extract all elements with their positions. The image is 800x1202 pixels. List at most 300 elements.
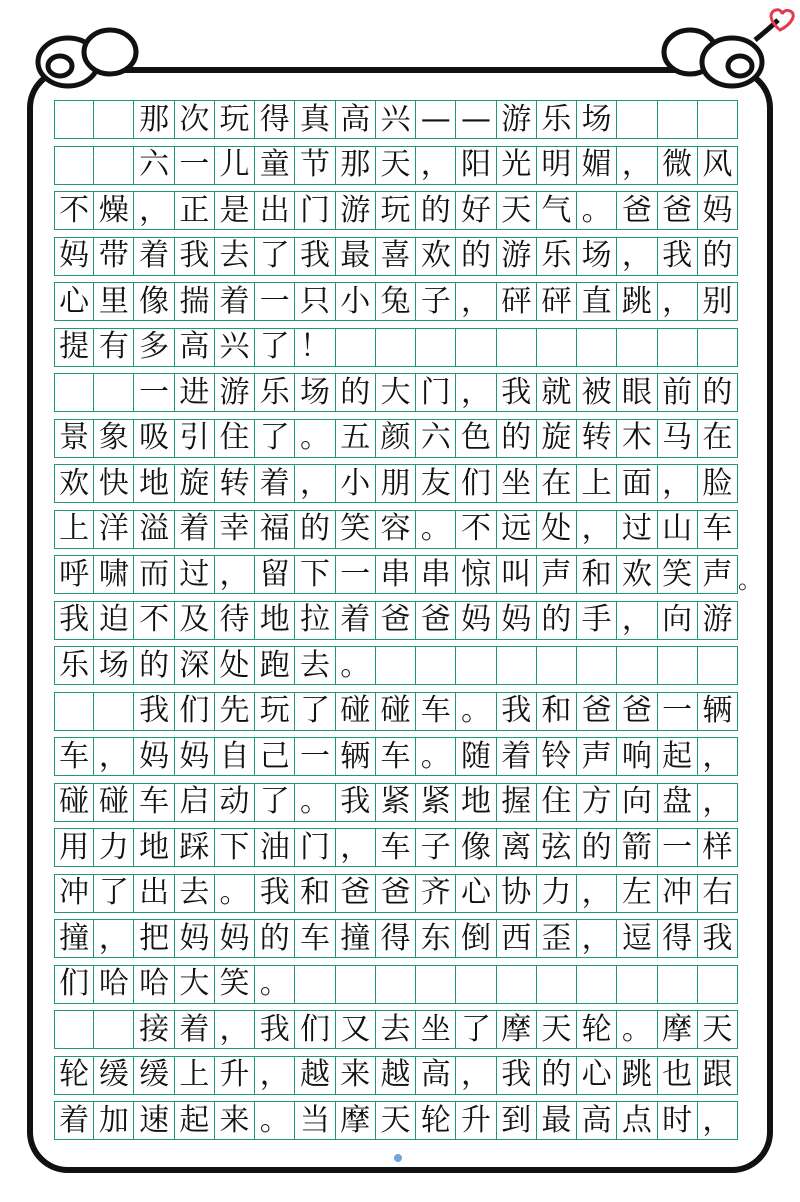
grid-cell: 多 <box>134 329 174 366</box>
grid-cell: 门 <box>295 829 335 866</box>
grid-cell: 兔 <box>376 283 416 320</box>
grid-cell: 得 <box>658 920 698 957</box>
grid-cell: 爸 <box>376 602 416 639</box>
grid-cell: 我 <box>497 374 537 411</box>
grid-cell: 下 <box>295 556 335 593</box>
grid-cell: 逗 <box>617 920 657 957</box>
grid-cell: 了 <box>255 784 295 821</box>
grid-cell: 来 <box>336 1057 376 1094</box>
grid-cell: 心 <box>456 875 496 912</box>
grid-cell: 妈 <box>134 738 174 775</box>
grid-cell: 爸 <box>336 875 376 912</box>
grid-cell: ， <box>658 283 698 320</box>
grid-cell: 坐 <box>416 1011 456 1048</box>
grid-cell <box>577 647 617 684</box>
grid-cell: 齐 <box>416 875 456 912</box>
grid-cell: 天 <box>497 192 537 229</box>
grid-cell: 大 <box>376 374 416 411</box>
grid-cell: ， <box>617 238 657 275</box>
grid-cell: 们 <box>54 966 94 1003</box>
grid-cell: ， <box>698 738 738 775</box>
grid-cell: 直 <box>577 283 617 320</box>
grid-cell: 场 <box>577 238 617 275</box>
grid-cell: 下 <box>215 829 255 866</box>
grid-cell: 串 <box>376 556 416 593</box>
grid-cell: 颜 <box>376 420 416 457</box>
grid-cell: 着 <box>497 738 537 775</box>
grid-cell <box>336 329 376 366</box>
grid-cell: 笑 <box>658 556 698 593</box>
grid-cell <box>617 329 657 366</box>
grid-cell: 住 <box>537 784 577 821</box>
grid-cell: 欢 <box>617 556 657 593</box>
grid-cell: 啸 <box>94 556 134 593</box>
grid-cell: 里 <box>94 283 134 320</box>
grid-cell: 及 <box>175 602 215 639</box>
grid-cell: 地 <box>456 784 496 821</box>
grid-cell: 轮 <box>416 1102 456 1139</box>
grid-cell <box>416 647 456 684</box>
grid-cell: 向 <box>617 784 657 821</box>
grid-cell <box>617 101 657 138</box>
grid-cell: 我 <box>134 693 174 730</box>
grid-cell: 上 <box>54 511 94 548</box>
grid-cell: 不 <box>54 192 94 229</box>
grid-cell <box>698 101 738 138</box>
grid-cell: 福 <box>255 511 295 548</box>
grid-cell: 远 <box>497 511 537 548</box>
grid-cell: ， <box>456 283 496 320</box>
grid-cell <box>577 966 617 1003</box>
grid-cell <box>416 329 456 366</box>
grid-cell: 跳 <box>617 283 657 320</box>
grid-cell <box>376 647 416 684</box>
grid-row <box>54 373 738 412</box>
grid-cell: 把 <box>134 920 174 957</box>
grid-cell: ， <box>134 192 174 229</box>
grid-cell: 车 <box>295 920 335 957</box>
grid-cell: 景 <box>54 420 94 457</box>
grid-cell: 的 <box>698 374 738 411</box>
grid-row <box>54 1010 738 1049</box>
grid-cell: 的 <box>698 238 738 275</box>
grid-cell: ， <box>617 147 657 184</box>
grid-cell: ！ <box>295 329 335 366</box>
left-curl-decoration <box>38 30 136 86</box>
grid-cell: 当 <box>295 1102 335 1139</box>
grid-cell: 离 <box>497 829 537 866</box>
grid-cell <box>94 693 134 730</box>
grid-cell: 着 <box>175 511 215 548</box>
grid-cell: 车 <box>376 738 416 775</box>
grid-cell: 进 <box>175 374 215 411</box>
grid-cell: 。 <box>577 192 617 229</box>
grid-cell <box>94 1011 134 1048</box>
grid-cell: 去 <box>175 875 215 912</box>
grid-cell: 心 <box>54 283 94 320</box>
grid-cell: 了 <box>94 875 134 912</box>
grid-row <box>54 783 738 822</box>
grid-cell: 那 <box>336 147 376 184</box>
grid-cell: 我 <box>658 238 698 275</box>
grid-cell: 六 <box>416 420 456 457</box>
grid-cell: 深 <box>175 647 215 684</box>
grid-cell: 。 <box>416 738 456 775</box>
grid-cell: 一 <box>255 283 295 320</box>
grid-cell: 我 <box>497 1057 537 1094</box>
grid-cell: 游 <box>497 101 537 138</box>
grid-cell: 旋 <box>537 420 577 457</box>
grid-cell <box>54 374 94 411</box>
grid-cell: 摩 <box>336 1102 376 1139</box>
grid-cell: 那 <box>134 101 174 138</box>
grid-cell: 旋 <box>175 465 215 502</box>
grid-cell: 去 <box>295 647 335 684</box>
grid-cell: 乐 <box>537 101 577 138</box>
grid-cell: 车 <box>376 829 416 866</box>
grid-cell: ， <box>698 1102 738 1139</box>
grid-cell: 欢 <box>54 465 94 502</box>
grid-cell: 乐 <box>255 374 295 411</box>
grid-row <box>54 282 738 321</box>
grid-cell: 最 <box>336 238 376 275</box>
grid-cell: 。 <box>336 647 376 684</box>
grid-cell: 样 <box>698 829 738 866</box>
grid-cell: 一 <box>658 829 698 866</box>
grid-cell <box>54 1011 94 1048</box>
grid-cell: 跑 <box>255 647 295 684</box>
grid-cell: 先 <box>215 693 255 730</box>
grid-cell: 喜 <box>376 238 416 275</box>
grid-cell: 一 <box>175 147 215 184</box>
grid-cell <box>658 329 698 366</box>
grid-cell: 紧 <box>376 784 416 821</box>
grid-cell: 一 <box>336 556 376 593</box>
grid-cell <box>54 693 94 730</box>
grid-cell: 的 <box>537 602 577 639</box>
grid-cell: 天 <box>376 1102 416 1139</box>
grid-cell: 引 <box>175 420 215 457</box>
grid-cell: 的 <box>134 647 174 684</box>
grid-cell: 油 <box>255 829 295 866</box>
grid-cell: 高 <box>336 101 376 138</box>
grid-cell: 去 <box>215 238 255 275</box>
grid-cell: 面 <box>617 465 657 502</box>
grid-cell: 我 <box>175 238 215 275</box>
grid-cell: 过 <box>617 511 657 548</box>
grid-cell: 山 <box>658 511 698 548</box>
grid-cell: 越 <box>376 1057 416 1094</box>
grid-cell: 提 <box>54 329 94 366</box>
grid-cell: 的 <box>537 1057 577 1094</box>
grid-cell: 高 <box>416 1057 456 1094</box>
grid-cell: 门 <box>295 192 335 229</box>
grid-cell: 过 <box>175 556 215 593</box>
grid-cell: ， <box>577 511 617 548</box>
grid-cell: 方 <box>577 784 617 821</box>
grid-cell: 阳 <box>456 147 496 184</box>
grid-row <box>54 419 738 458</box>
grid-cell: 着 <box>255 465 295 502</box>
grid-cell: 们 <box>295 1011 335 1048</box>
grid-cell: 东 <box>416 920 456 957</box>
grid-row <box>54 1101 738 1140</box>
grid-row <box>54 555 762 594</box>
grid-cell: 六 <box>134 147 174 184</box>
grid-cell: 碰 <box>336 693 376 730</box>
grid-cell: 跟 <box>698 1057 738 1094</box>
grid-cell: 场 <box>94 647 134 684</box>
grid-cell: 像 <box>134 283 174 320</box>
grid-cell: 。 <box>295 420 335 457</box>
grid-cell: 别 <box>698 283 738 320</box>
grid-cell: ， <box>617 602 657 639</box>
grid-cell: 好 <box>456 192 496 229</box>
composition-grid <box>54 100 762 1146</box>
grid-cell: 铃 <box>537 738 577 775</box>
grid-row <box>54 146 738 185</box>
grid-cell: 燥 <box>94 192 134 229</box>
grid-cell: ， <box>698 784 738 821</box>
grid-cell: 我 <box>295 238 335 275</box>
grid-cell: 时 <box>658 1102 698 1139</box>
grid-cell: 车 <box>698 511 738 548</box>
grid-cell: 着 <box>336 602 376 639</box>
grid-cell <box>94 147 134 184</box>
grid-cell: 门 <box>416 374 456 411</box>
grid-row <box>54 510 738 549</box>
grid-cell: ， <box>416 147 456 184</box>
grid-cell: 手 <box>577 602 617 639</box>
grid-cell: 妈 <box>54 238 94 275</box>
grid-cell: 一 <box>295 738 335 775</box>
grid-cell: 前 <box>658 374 698 411</box>
grid-cell: ， <box>658 465 698 502</box>
grid-cell: 的 <box>255 920 295 957</box>
grid-cell: 串 <box>416 556 456 593</box>
grid-cell: 的 <box>577 829 617 866</box>
grid-cell: 叫 <box>497 556 537 593</box>
grid-cell: 迫 <box>94 602 134 639</box>
grid-cell: 碰 <box>94 784 134 821</box>
grid-cell <box>94 374 134 411</box>
grid-cell: ， <box>215 1011 255 1048</box>
grid-cell: 天 <box>537 1011 577 1048</box>
grid-cell: 握 <box>497 784 537 821</box>
grid-cell: 也 <box>658 1057 698 1094</box>
grid-cell: 接 <box>134 1011 174 1048</box>
grid-cell: 不 <box>134 602 174 639</box>
grid-cell: 跳 <box>617 1057 657 1094</box>
grid-row <box>54 601 738 640</box>
grid-cell: 我 <box>255 875 295 912</box>
grid-cell: 地 <box>255 602 295 639</box>
grid-cell: 轮 <box>54 1057 94 1094</box>
grid-cell: 我 <box>336 784 376 821</box>
grid-cell: 正 <box>175 192 215 229</box>
grid-cell: 笑 <box>336 511 376 548</box>
grid-cell: 自 <box>215 738 255 775</box>
grid-cell: 媚 <box>577 147 617 184</box>
grid-cell: ， <box>577 920 617 957</box>
grid-cell <box>295 966 335 1003</box>
grid-cell: 快 <box>94 465 134 502</box>
grid-cell: 惊 <box>456 556 496 593</box>
grid-cell: 的 <box>416 192 456 229</box>
grid-cell: 到 <box>497 1102 537 1139</box>
grid-cell: ， <box>456 1057 496 1094</box>
grid-cell: 游 <box>336 192 376 229</box>
grid-cell: 哈 <box>134 966 174 1003</box>
grid-cell: 节 <box>295 147 335 184</box>
grid-cell: — <box>416 101 456 138</box>
grid-cell: 。 <box>617 1011 657 1048</box>
grid-cell: 一 <box>134 374 174 411</box>
grid-cell <box>658 966 698 1003</box>
grid-cell: 眼 <box>617 374 657 411</box>
grid-cell: 一 <box>658 693 698 730</box>
grid-cell: 马 <box>658 420 698 457</box>
grid-cell <box>698 966 738 1003</box>
grid-cell: 出 <box>255 192 295 229</box>
heart-icon <box>771 10 793 30</box>
grid-cell: 妈 <box>215 920 255 957</box>
grid-cell <box>456 966 496 1003</box>
grid-cell: 着 <box>54 1102 94 1139</box>
grid-cell: 协 <box>497 875 537 912</box>
grid-cell: 西 <box>497 920 537 957</box>
grid-cell <box>698 329 738 366</box>
grid-cell <box>537 966 577 1003</box>
grid-cell <box>698 647 738 684</box>
grid-cell: 我 <box>698 920 738 957</box>
grid-cell: 左 <box>617 875 657 912</box>
grid-cell: 风 <box>698 147 738 184</box>
grid-row <box>54 874 738 913</box>
grid-cell <box>54 147 94 184</box>
grid-cell: ， <box>577 875 617 912</box>
grid-cell: 溢 <box>134 511 174 548</box>
grid-cell: 踩 <box>175 829 215 866</box>
grid-cell: 待 <box>215 602 255 639</box>
grid-cell: 有 <box>94 329 134 366</box>
grid-cell <box>497 329 537 366</box>
grid-cell: 妈 <box>698 192 738 229</box>
grid-cell: 笑 <box>215 966 255 1003</box>
grid-cell: 而 <box>134 556 174 593</box>
grid-cell: ， <box>94 920 134 957</box>
grid-cell: 。 <box>295 784 335 821</box>
grid-row <box>54 965 738 1004</box>
grid-cell: 上 <box>175 1057 215 1094</box>
grid-cell: 动 <box>215 784 255 821</box>
grid-cell: 象 <box>94 420 134 457</box>
grid-cell: 容 <box>376 511 416 548</box>
grid-cell: 在 <box>537 465 577 502</box>
grid-cell: 去 <box>376 1011 416 1048</box>
grid-cell: 得 <box>255 101 295 138</box>
grid-cell: 声 <box>577 738 617 775</box>
grid-cell: 爸 <box>617 192 657 229</box>
grid-cell: 吸 <box>134 420 174 457</box>
grid-cell: 弦 <box>537 829 577 866</box>
grid-cell: 留 <box>255 556 295 593</box>
grid-cell: 哈 <box>94 966 134 1003</box>
grid-cell: 倒 <box>456 920 496 957</box>
grid-cell: 撞 <box>54 920 94 957</box>
grid-cell: 游 <box>497 238 537 275</box>
grid-cell: 起 <box>658 738 698 775</box>
grid-cell: 来 <box>215 1102 255 1139</box>
grid-cell: 了 <box>295 693 335 730</box>
grid-cell: — <box>456 101 496 138</box>
grid-cell <box>456 329 496 366</box>
grid-cell: 转 <box>577 420 617 457</box>
grid-cell: 最 <box>537 1102 577 1139</box>
grid-cell: 小 <box>336 465 376 502</box>
grid-cell: 冲 <box>54 875 94 912</box>
grid-row <box>54 191 738 230</box>
grid-cell: 明 <box>537 147 577 184</box>
grid-cell: 幸 <box>215 511 255 548</box>
grid-cell: 次 <box>175 101 215 138</box>
grid-row <box>54 1056 738 1095</box>
grid-cell: 车 <box>416 693 456 730</box>
grid-cell: 妈 <box>175 920 215 957</box>
grid-cell: 。 <box>255 1102 295 1139</box>
grid-cell: 大 <box>175 966 215 1003</box>
grid-cell: 辆 <box>336 738 376 775</box>
overflow-punctuation: 。 <box>737 566 762 594</box>
grid-cell: 点 <box>617 1102 657 1139</box>
grid-cell: 砰 <box>497 283 537 320</box>
grid-cell: 友 <box>416 465 456 502</box>
grid-cell: 气 <box>537 192 577 229</box>
grid-cell: 启 <box>175 784 215 821</box>
grid-cell: 摩 <box>497 1011 537 1048</box>
grid-cell: 爸 <box>658 192 698 229</box>
grid-cell: 不 <box>456 511 496 548</box>
grid-cell <box>336 966 376 1003</box>
grid-cell: 车 <box>54 738 94 775</box>
grid-cell: 天 <box>376 147 416 184</box>
grid-cell: 加 <box>94 1102 134 1139</box>
grid-cell: 乐 <box>537 238 577 275</box>
grid-cell: 己 <box>255 738 295 775</box>
grid-cell: 住 <box>215 420 255 457</box>
grid-cell: 撞 <box>336 920 376 957</box>
grid-cell: 心 <box>577 1057 617 1094</box>
grid-cell: 摩 <box>658 1011 698 1048</box>
grid-cell: 地 <box>134 829 174 866</box>
grid-row <box>54 692 738 731</box>
grid-cell: 场 <box>295 374 335 411</box>
grid-cell <box>617 966 657 1003</box>
grid-cell: 爸 <box>376 875 416 912</box>
grid-cell: 缓 <box>94 1057 134 1094</box>
grid-cell: 轮 <box>577 1011 617 1048</box>
grid-cell: 车 <box>134 784 174 821</box>
grid-row <box>54 100 738 139</box>
grid-cell: 玩 <box>376 192 416 229</box>
grid-cell: 兴 <box>376 101 416 138</box>
grid-cell: 拉 <box>295 602 335 639</box>
grid-cell: 用 <box>54 829 94 866</box>
grid-cell: 又 <box>336 1011 376 1048</box>
grid-cell: 游 <box>698 602 738 639</box>
right-curl-decoration <box>664 20 778 86</box>
grid-cell: ， <box>295 465 335 502</box>
